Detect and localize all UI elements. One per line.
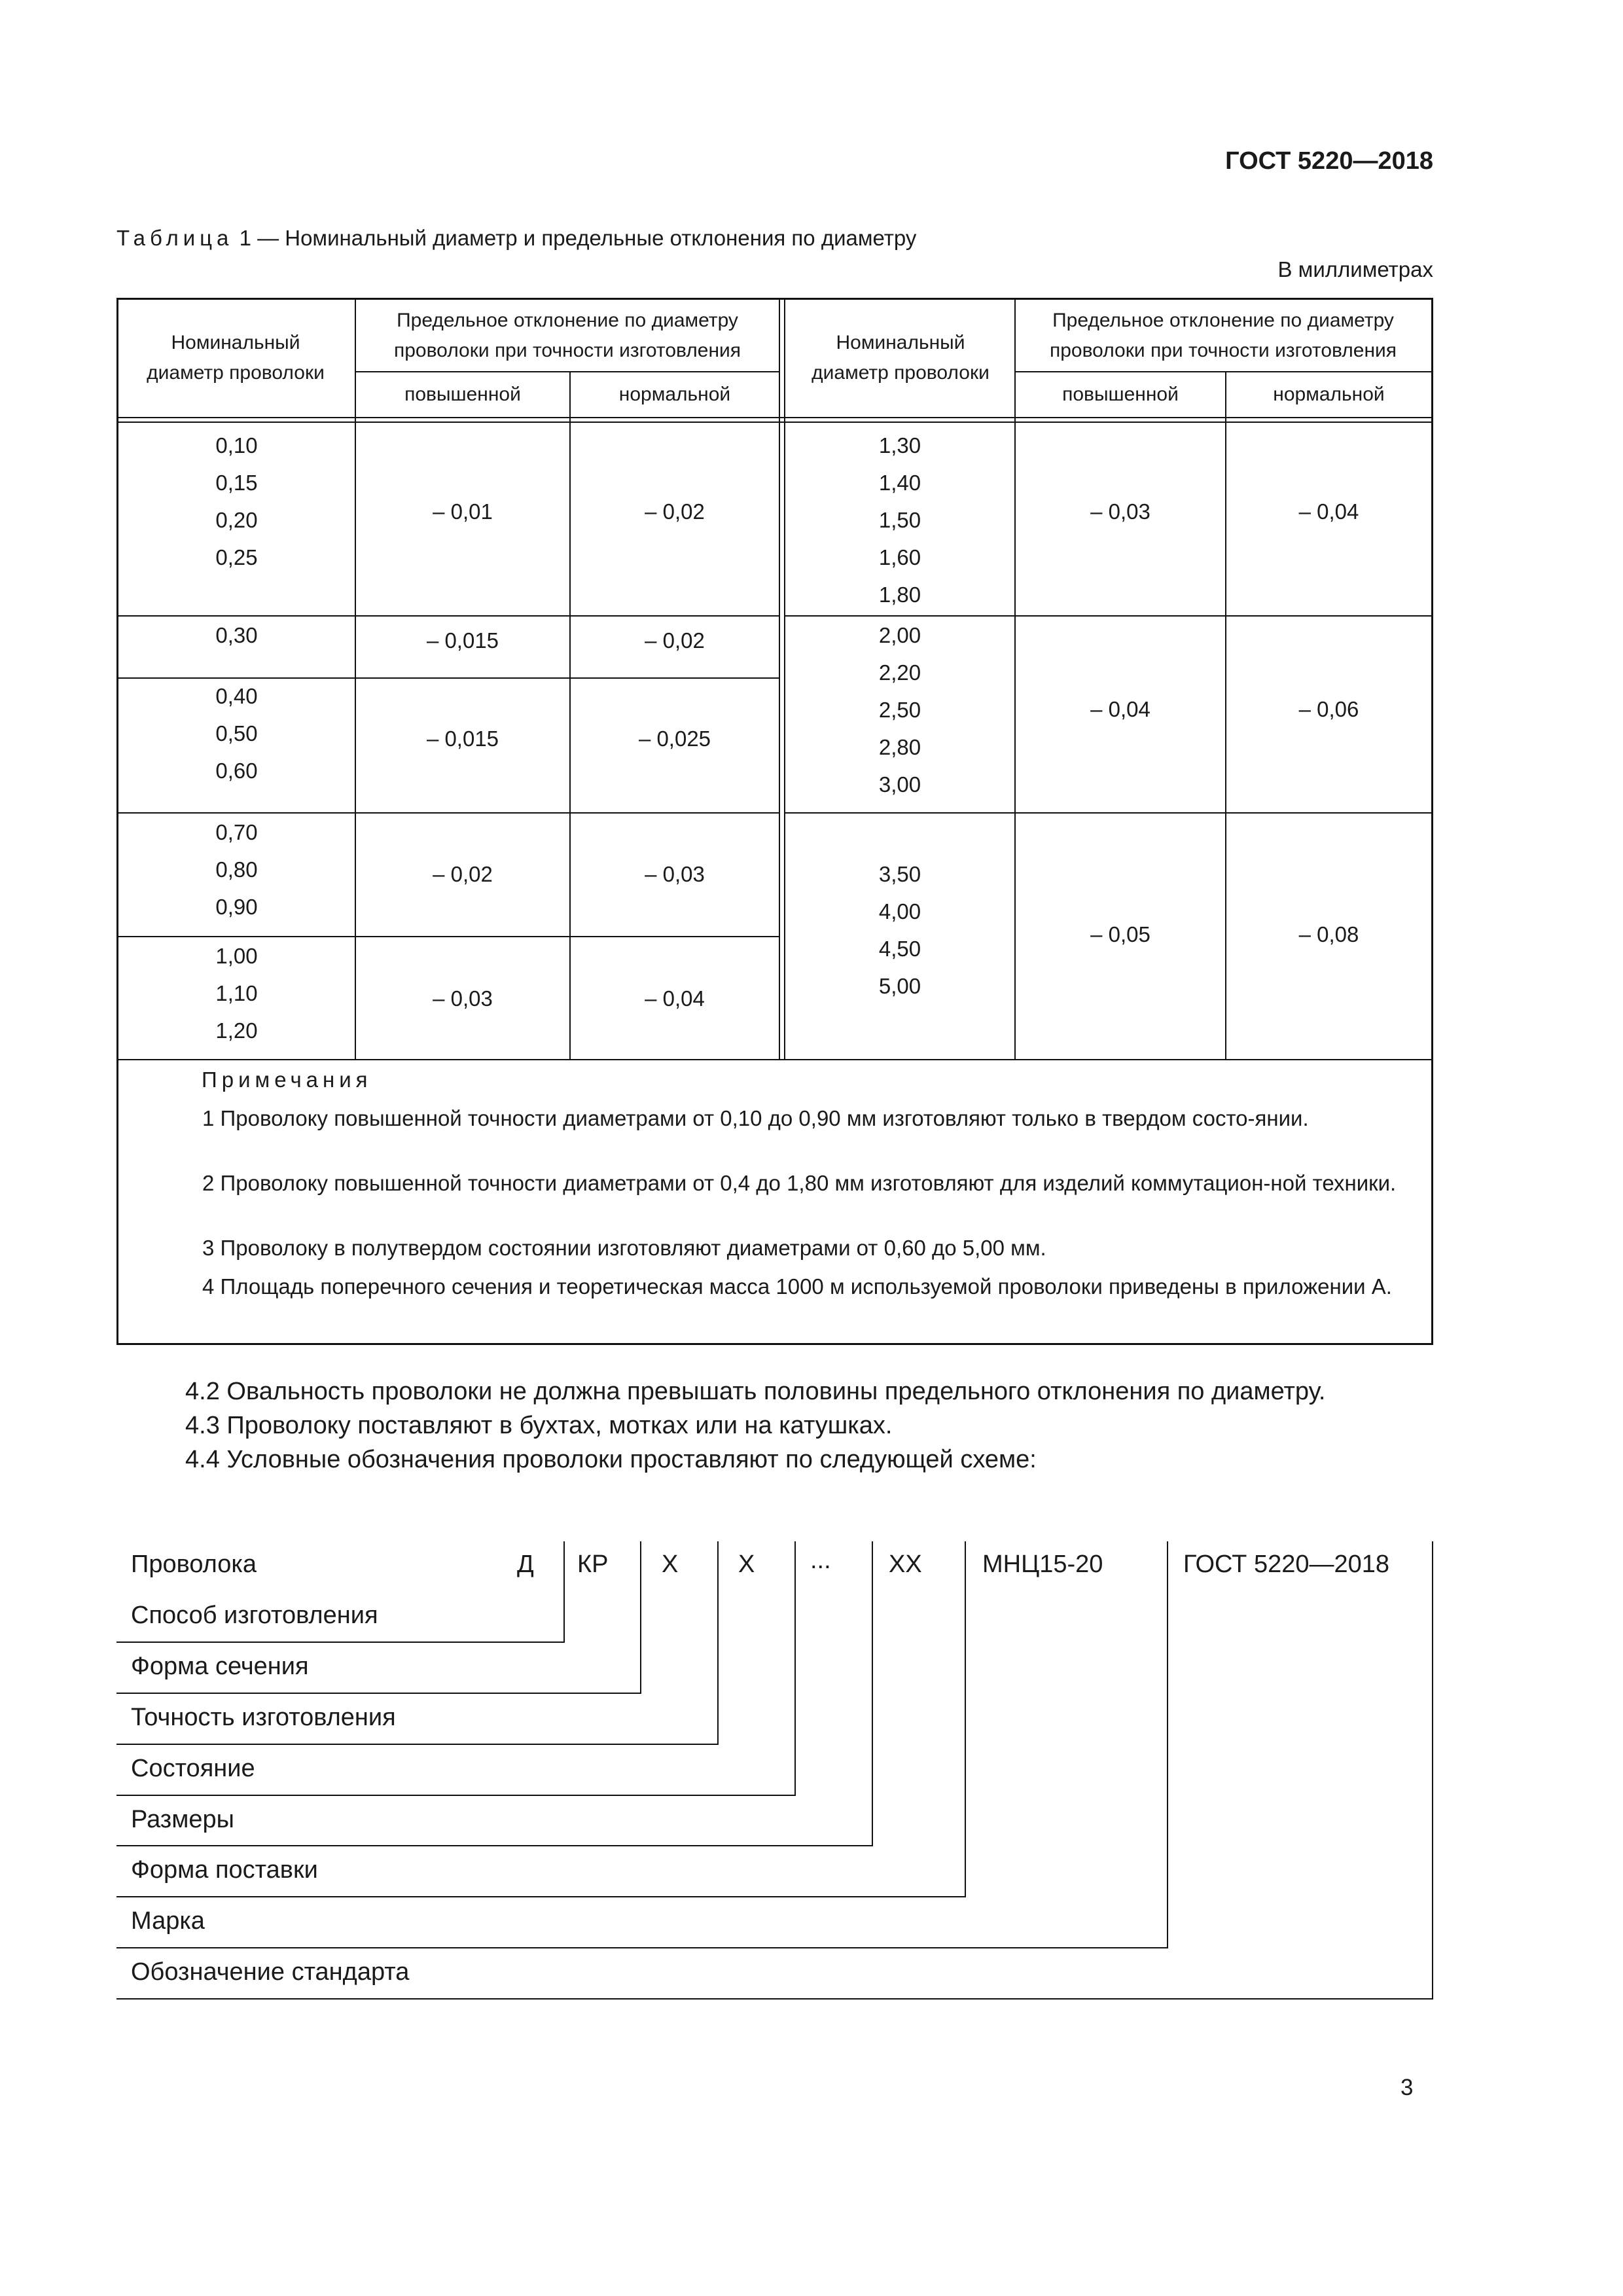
note-item: 4 Площадь поперечного сечения и теоретическая масса 1000 м используемой проволоки приведены в приложении А. — [202, 1274, 1392, 1299]
table-caption-text: 1 — Номинальный диаметр и предельные отклонения по диаметру — [239, 226, 917, 250]
diameter-value: 0,40 — [215, 684, 258, 708]
deviation-increased: – 0,015 — [426, 628, 499, 653]
deviation-increased: – 0,03 — [433, 986, 493, 1011]
diameter-value: 1,20 — [215, 1018, 258, 1043]
diameter-list — [118, 617, 355, 654]
scheme-connector — [794, 1541, 796, 1796]
paragraph-4-3: 4.3 Проволоку поставляют в бухтах, мотках или на катушках. — [185, 1412, 893, 1439]
header-normal: нормальной — [1273, 384, 1385, 405]
scheme-label: Размеры — [131, 1806, 234, 1833]
header-subline — [1014, 371, 1433, 372]
table-units: В миллиметрах — [1277, 257, 1433, 281]
deviation-table — [116, 298, 1433, 1345]
scheme-line — [116, 1896, 966, 1897]
diameter-value: 0,60 — [215, 759, 258, 783]
header-subline — [355, 371, 779, 372]
designation-scheme — [116, 1541, 1433, 2006]
code-standard: ГОСТ 5220—2018 — [1183, 1551, 1390, 1578]
scheme-connector — [872, 1541, 873, 1846]
diameter-value: 2,20 — [878, 660, 921, 685]
scheme-line — [116, 1641, 565, 1643]
header-nominal-diameter: Номинальный диаметр проволоки — [812, 332, 990, 384]
diameter-value: 1,50 — [878, 508, 921, 532]
diameter-value: 2,00 — [878, 623, 921, 647]
diameter-value: 5,00 — [878, 974, 921, 998]
diameter-value: 0,20 — [215, 508, 258, 532]
header-deviation: Предельное отклонение по диаметру проволоки при точности изготовления — [393, 310, 741, 361]
scheme-label: Форма поставки — [131, 1856, 318, 1884]
header-separator — [116, 417, 1433, 418]
scheme-label: Состояние — [131, 1755, 255, 1782]
scheme-label: Точность изготовления — [131, 1704, 396, 1731]
scheme-title: Проволока — [131, 1551, 257, 1578]
diameter-value: 1,80 — [878, 583, 921, 607]
table-border — [1431, 298, 1433, 1345]
deviation-increased: – 0,02 — [433, 862, 493, 886]
diameter-value: 3,50 — [878, 862, 921, 886]
code-grade: МНЦ15-20 — [982, 1551, 1103, 1578]
diameter-value: 0,90 — [215, 895, 258, 919]
row-line — [784, 812, 1433, 814]
deviation-increased: – 0,03 — [1090, 499, 1150, 524]
document-id: ГОСТ 5220—2018 — [1225, 147, 1433, 175]
diameter-value: 1,60 — [878, 545, 921, 569]
code-delivery-form: ХХ — [889, 1551, 922, 1578]
deviation-normal: – 0,06 — [1298, 697, 1359, 721]
header-increased: повышенной — [404, 384, 521, 405]
diameter-value: 1,30 — [878, 433, 921, 457]
page-number: 3 — [1400, 2075, 1414, 2100]
scheme-line — [116, 1998, 1433, 2000]
diameter-list — [785, 855, 1014, 1005]
diameter-value: 2,80 — [878, 735, 921, 759]
table-caption-word: Таблица — [116, 226, 234, 250]
deviation-increased: – 0,015 — [426, 726, 499, 751]
scheme-connector — [1432, 1541, 1433, 2000]
diameter-list — [785, 617, 1014, 803]
diameter-value: 1,00 — [215, 944, 258, 968]
note-item: 3 Проволоку в полутвердом состоянии изготовляют диаметрами от 0,60 до 5,00 мм. — [202, 1236, 1046, 1260]
diameter-value: 4,50 — [878, 937, 921, 961]
table-border — [116, 1343, 1433, 1345]
diameter-value: 0,30 — [215, 623, 258, 647]
deviation-increased: – 0,01 — [433, 499, 493, 524]
header-nominal-diameter: Номинальный диаметр проволоки — [147, 332, 325, 384]
diameter-value: 0,25 — [215, 545, 258, 569]
deviation-normal: – 0,04 — [645, 986, 705, 1011]
code-manufacturing-method: Д — [517, 1551, 534, 1578]
scheme-connector — [965, 1541, 966, 1897]
table-caption — [116, 226, 916, 251]
diameter-list — [118, 427, 355, 576]
deviation-increased: – 0,05 — [1090, 922, 1150, 946]
scheme-connector — [640, 1541, 641, 1694]
deviation-normal: – 0,08 — [1298, 922, 1359, 946]
notes-separator — [116, 1059, 1433, 1060]
scheme-line — [116, 1947, 1168, 1948]
paragraph-4-4: 4.4 Условные обозначения проволоки проставляют по следующей схеме: — [185, 1446, 1037, 1473]
diameter-value: 0,80 — [215, 857, 258, 882]
deviation-normal: – 0,02 — [645, 628, 705, 653]
column-line — [569, 371, 571, 1060]
paragraph-4-2: 4.2 Овальность проволоки не должна превышать половины предельного отклонения по диаметру. — [185, 1378, 1326, 1405]
diameter-value: 2,50 — [878, 698, 921, 722]
diameter-value: 3,00 — [878, 772, 921, 797]
header-increased: повышенной — [1062, 384, 1179, 405]
diameter-value: 0,10 — [215, 433, 258, 457]
scheme-line — [116, 1795, 796, 1796]
table-border — [116, 298, 1433, 300]
code-sizes: ... — [810, 1547, 831, 1574]
notes-title: Примечания — [202, 1067, 372, 1092]
column-line — [355, 298, 356, 1060]
scheme-connector — [1167, 1541, 1168, 1948]
deviation-normal: – 0,03 — [645, 862, 705, 886]
code-section-shape: КР — [577, 1551, 609, 1578]
diameter-list — [118, 937, 355, 1049]
diameter-value: 0,15 — [215, 471, 258, 495]
deviation-normal: – 0,02 — [645, 499, 705, 524]
code-state: Х — [738, 1551, 755, 1578]
header-separator — [116, 422, 1433, 423]
scheme-line — [116, 1845, 873, 1846]
header-deviation: Предельное отклонение по диаметру проволоки при точности изготовления — [1049, 310, 1397, 361]
diameter-value: 1,40 — [878, 471, 921, 495]
diameter-value: 0,70 — [215, 820, 258, 844]
code-precision: Х — [662, 1551, 679, 1578]
deviation-increased: – 0,04 — [1090, 697, 1150, 721]
diameter-list — [118, 677, 355, 789]
header-normal: нормальной — [618, 384, 731, 405]
diameter-value: 4,00 — [878, 899, 921, 924]
deviation-normal: – 0,04 — [1298, 499, 1359, 524]
scheme-label: Обозначение стандарта — [131, 1958, 410, 1986]
scheme-line — [116, 1744, 719, 1745]
note-item: 1 Проволоку повышенной точности диаметрами от 0,10 до 0,90 мм изготовляют только в твердом состо-янии. — [202, 1106, 1309, 1130]
scheme-label: Форма сечения — [131, 1653, 309, 1680]
diameter-value: 1,10 — [215, 981, 258, 1005]
scheme-line — [116, 1693, 641, 1694]
diameter-list — [785, 427, 1014, 613]
scheme-label: Способ изготовления — [131, 1602, 378, 1629]
diameter-value: 0,50 — [215, 721, 258, 745]
scheme-label: Марка — [131, 1907, 205, 1935]
deviation-normal: – 0,025 — [638, 726, 711, 751]
diameter-list — [118, 814, 355, 925]
center-separator — [779, 298, 780, 1060]
scheme-connector — [717, 1541, 719, 1745]
note-item: 2 Проволоку повышенной точности диаметрами от 0,4 до 1,80 мм изготовляют для изделий коммутацион-ной техники. — [202, 1171, 1397, 1195]
scheme-connector — [563, 1541, 565, 1643]
